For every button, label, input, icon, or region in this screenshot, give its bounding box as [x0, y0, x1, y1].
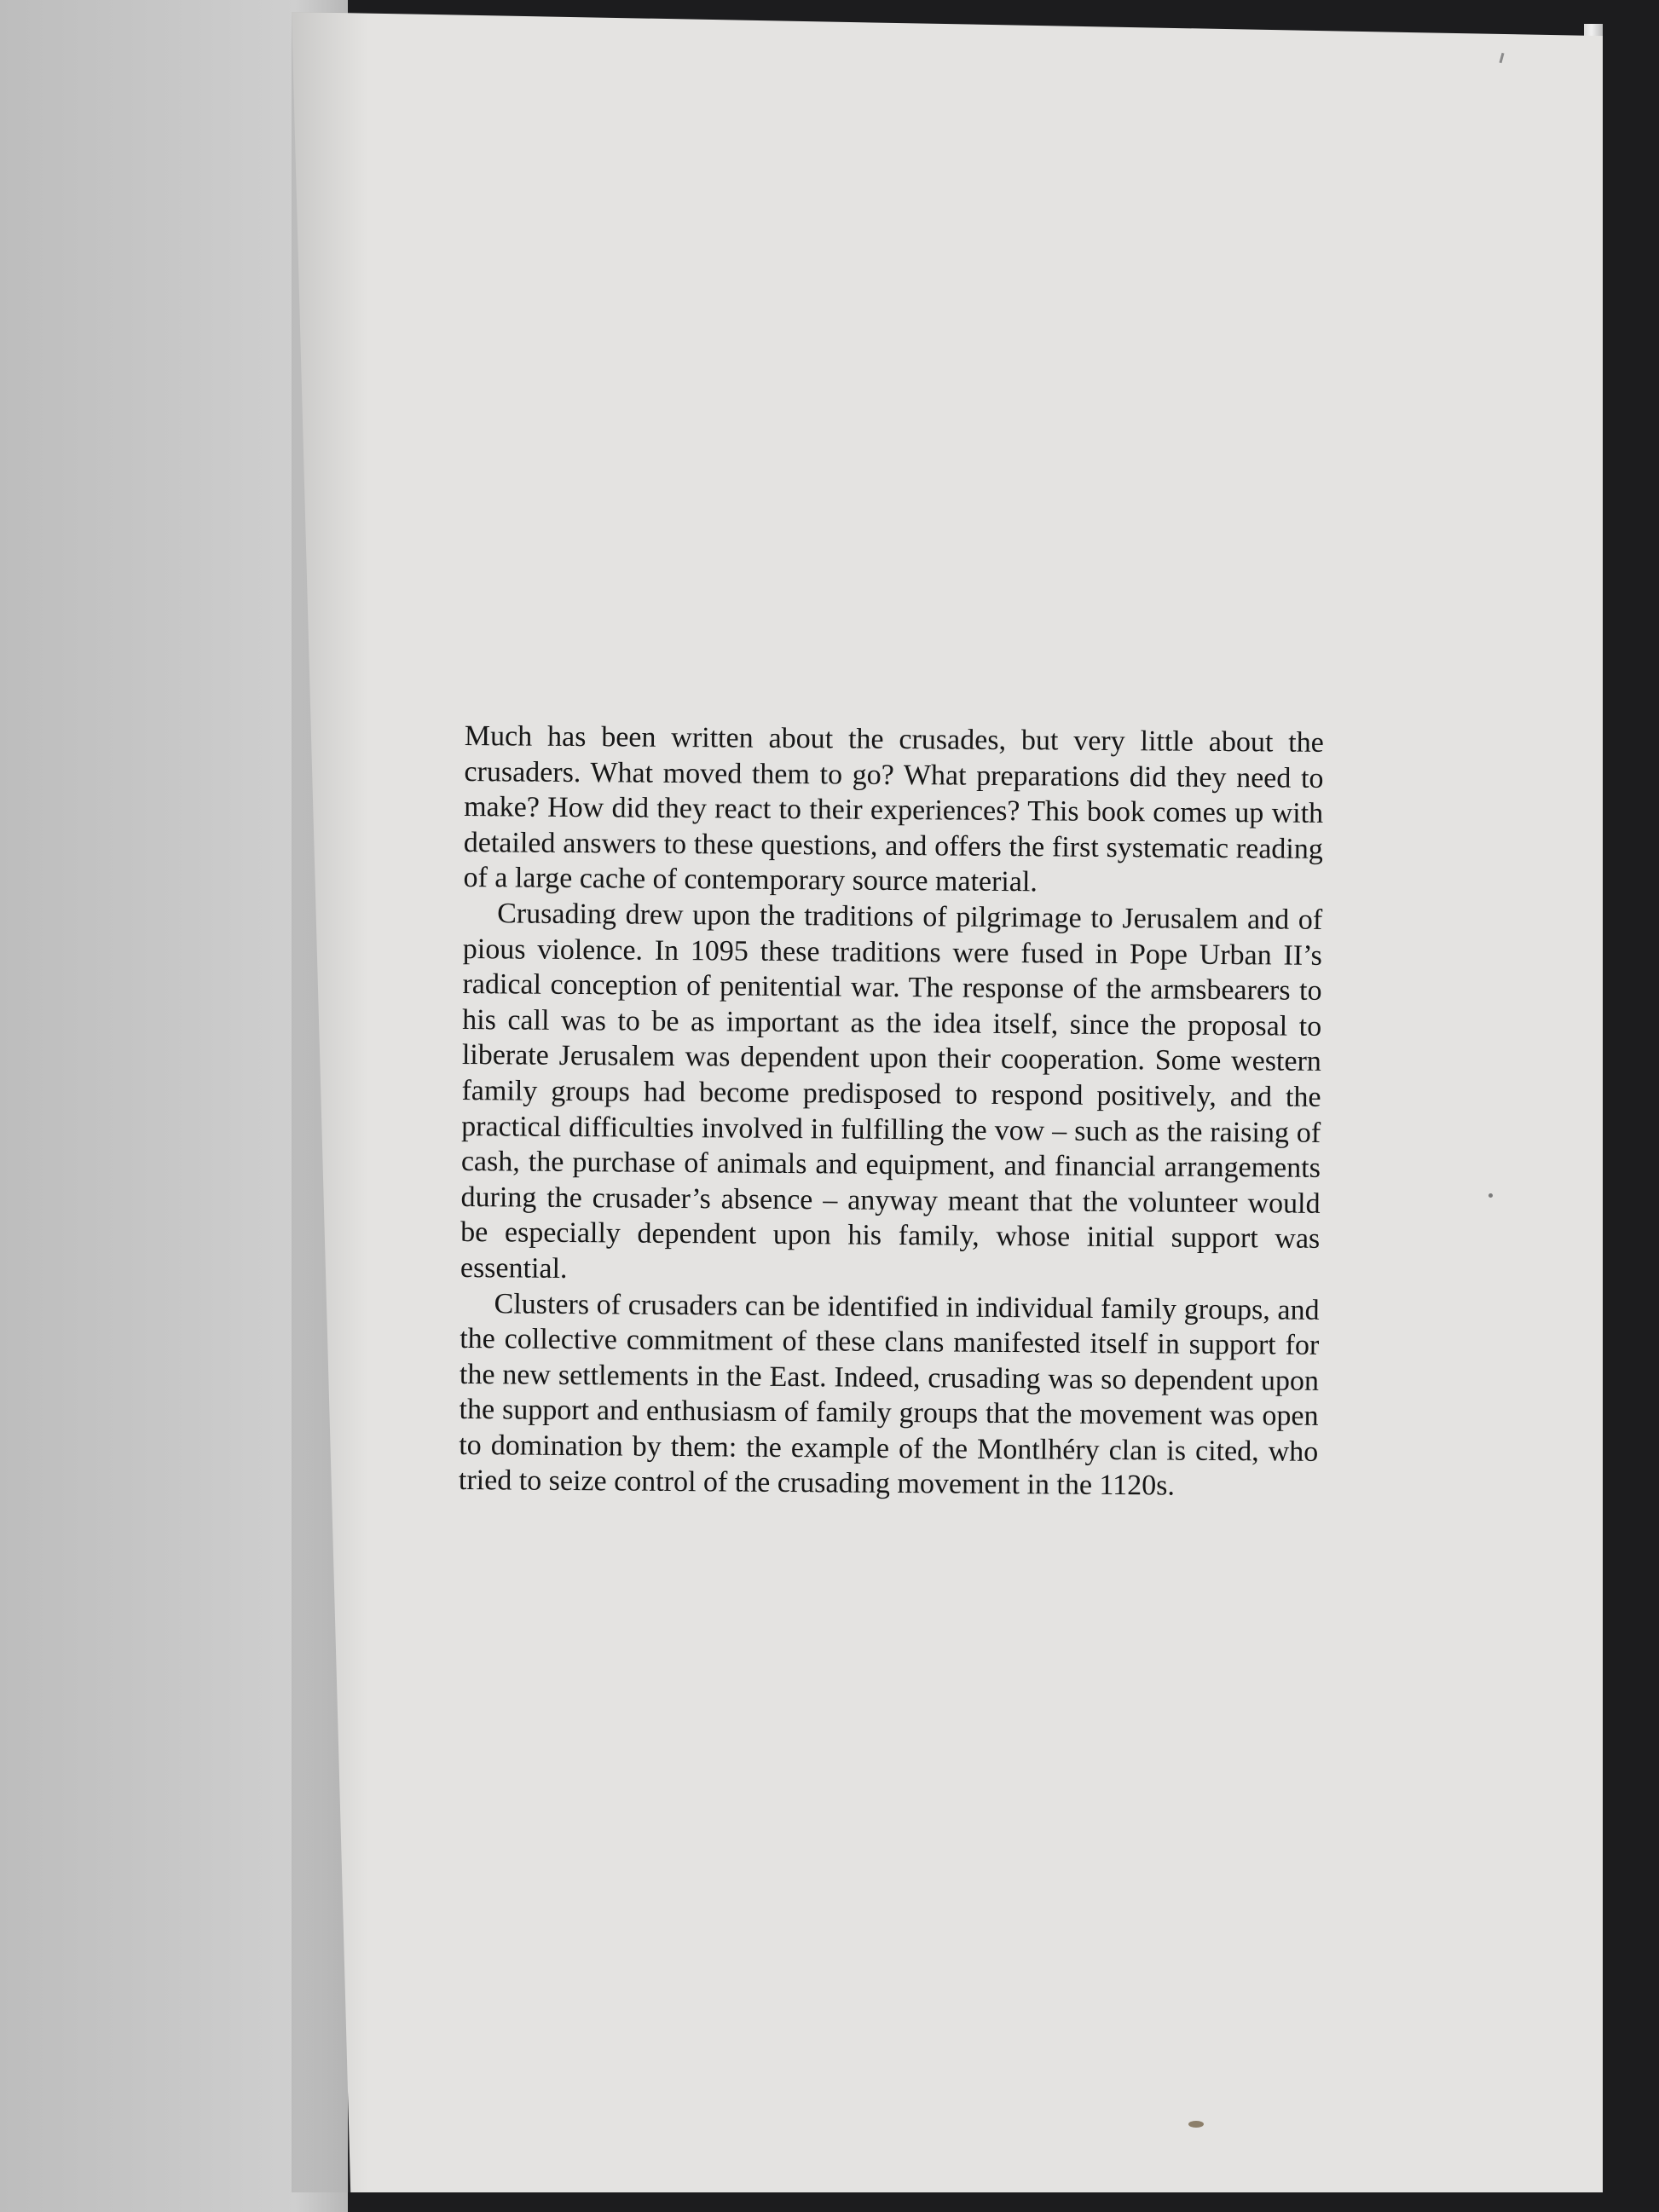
paper-speck [1488, 1193, 1493, 1198]
book-description [459, 719, 1324, 1505]
facing-page [0, 0, 348, 2212]
description-paragraph-3: Clusters of crusaders can be identified in individual family groups, and the collective commitment of these clans manifested itself in support for the new settlements in the East. Indeed, crusading was so dependent upon the support and enthusiasm of family groups that the movement was open to domination by them: the example of the Montlhéry clan is cited, who tried to seize control of the crusading movement in the 1120s. [458, 1287, 1320, 1503]
description-paragraph-2: Crusading drew upon the traditions of pilgrimage to Jerusalem and of pious violence. In 1095 these traditions were fused in Pope Urban II’s radical conception of penitential war. The response of the armsbearers to his call was to be as important as the idea itself, since the proposal to liberate Jerusalem was dependent upon their cooperation. Some western family groups had become predisposed to respond positively, and the practical difficulties involved in fulfilling the vow – such as the raising of cash, the purchase of animals and equipment, and financial arrangements during the crusader’s absence – anyway meant that the volunteer would be especially dependent upon his family, whose initial support was essential. [460, 898, 1323, 1285]
description-paragraph-1: Much has been written about the crusades, but very little about the crusaders. What moved them to go? What preparations did they need to make? How did they react to their experiences? This book comes up with detailed answers to these questions, and offers the first systematic reading of a large cache of contemporary source material. [463, 719, 1324, 898]
paper-stain [1188, 2121, 1204, 2128]
